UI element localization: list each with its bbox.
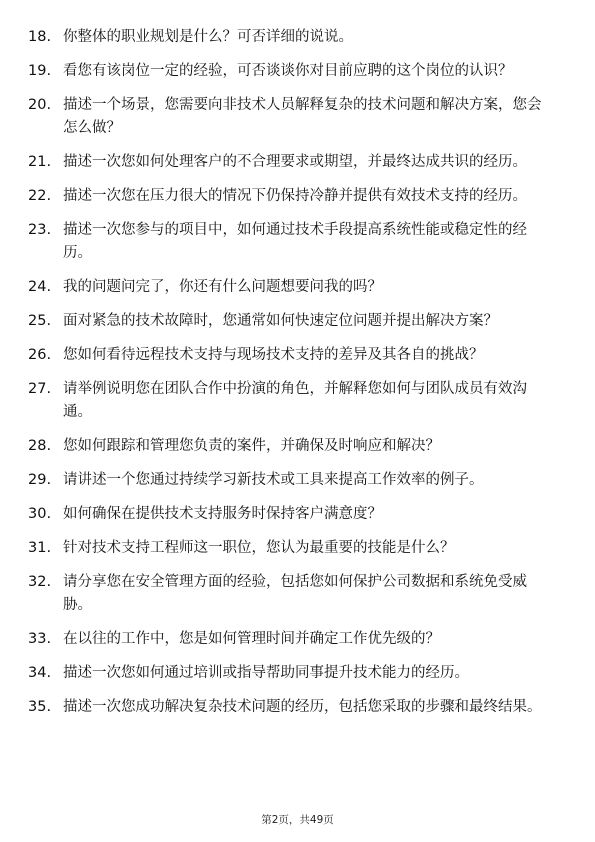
- question-item: [0, 571, 595, 617]
- question-number: 20.: [28, 97, 52, 113]
- question-number: 24.: [28, 279, 52, 295]
- question-item: [0, 696, 595, 719]
- question-text: 描述一次您如何通过培训或指导帮助同事提升技术能力的经历。: [63, 665, 469, 681]
- question-item: [0, 435, 595, 458]
- page-footer: 第2页，共49页: [261, 814, 334, 826]
- question-text: 描述一次您如何处理客户的不合理要求或期望，并最终达成共识的经历。: [63, 154, 527, 170]
- question-number: 22.: [28, 188, 52, 204]
- question-list: [0, 26, 595, 730]
- question-text: 描述一次您参与的项目中，如何通过技术手段提高系统性能或稳定性的经历。: [63, 222, 527, 261]
- question-number: 30.: [28, 506, 52, 522]
- question-item: [0, 185, 595, 208]
- question-number: 27.: [28, 381, 52, 397]
- question-item: [0, 469, 595, 492]
- question-item: [0, 151, 595, 174]
- question-text: 你整体的职业规划是什么？可否详细的说说。: [63, 29, 353, 45]
- question-text: 针对技术支持工程师这一职位，您认为最重要的技能是什么？: [63, 540, 455, 556]
- question-item: [0, 26, 595, 49]
- question-item: [0, 94, 595, 140]
- question-number: 28.: [28, 438, 52, 454]
- question-text: 请分享您在安全管理方面的经验，包括您如何保护公司数据和系统免受威胁。: [63, 574, 527, 613]
- question-text: 您如何看待远程技术支持与现场技术支持的差异及其各自的挑战？: [63, 347, 484, 363]
- question-number: 33.: [28, 631, 52, 647]
- question-item: [0, 662, 595, 685]
- question-item: [0, 219, 595, 265]
- question-item: [0, 628, 595, 651]
- question-item: [0, 378, 595, 424]
- question-text: 面对紧急的技术故障时，您通常如何快速定位问题并提出解决方案？: [63, 313, 498, 329]
- question-text: 如何确保在提供技术支持服务时保持客户满意度？: [63, 506, 382, 522]
- question-number: 31.: [28, 540, 52, 556]
- question-number: 26.: [28, 347, 52, 363]
- question-text: 您如何跟踪和管理您负责的案件，并确保及时响应和解决？: [63, 438, 440, 454]
- question-text: 在以往的工作中，您是如何管理时间并确定工作优先级的？: [63, 631, 440, 647]
- question-item: [0, 310, 595, 333]
- question-text: 我的问题问完了，你还有什么问题想要问我的吗？: [63, 279, 382, 295]
- question-number: 34.: [28, 665, 52, 681]
- question-number: 32.: [28, 574, 52, 590]
- question-text: 请讲述一个您通过持续学习新技术或工具来提高工作效率的例子。: [63, 472, 484, 488]
- question-text: 描述一个场景，您需要向非技术人员解释复杂的技术问题和解决方案，您会怎么做？: [63, 97, 542, 136]
- question-item: [0, 503, 595, 526]
- question-item: [0, 60, 595, 83]
- question-number: 35.: [28, 699, 52, 715]
- question-number: 21.: [28, 154, 52, 170]
- question-number: 18.: [28, 29, 52, 45]
- question-item: [0, 537, 595, 560]
- question-number: 29.: [28, 472, 52, 488]
- question-item: [0, 344, 595, 367]
- question-text: 看您有该岗位一定的经验，可否谈谈你对目前应聘的这个岗位的认识？: [63, 63, 513, 79]
- question-text: 请举例说明您在团队合作中扮演的角色，并解释您如何与团队成员有效沟通。: [63, 381, 527, 420]
- question-number: 19.: [28, 63, 52, 79]
- question-number: 23.: [28, 222, 52, 238]
- question-number: 25.: [28, 313, 52, 329]
- question-text: 描述一次您成功解决复杂技术问题的经历，包括您采取的步骤和最终结果。: [63, 699, 542, 715]
- question-text: 描述一次您在压力很大的情况下仍保持冷静并提供有效技术支持的经历。: [63, 188, 527, 204]
- question-item: [0, 276, 595, 299]
